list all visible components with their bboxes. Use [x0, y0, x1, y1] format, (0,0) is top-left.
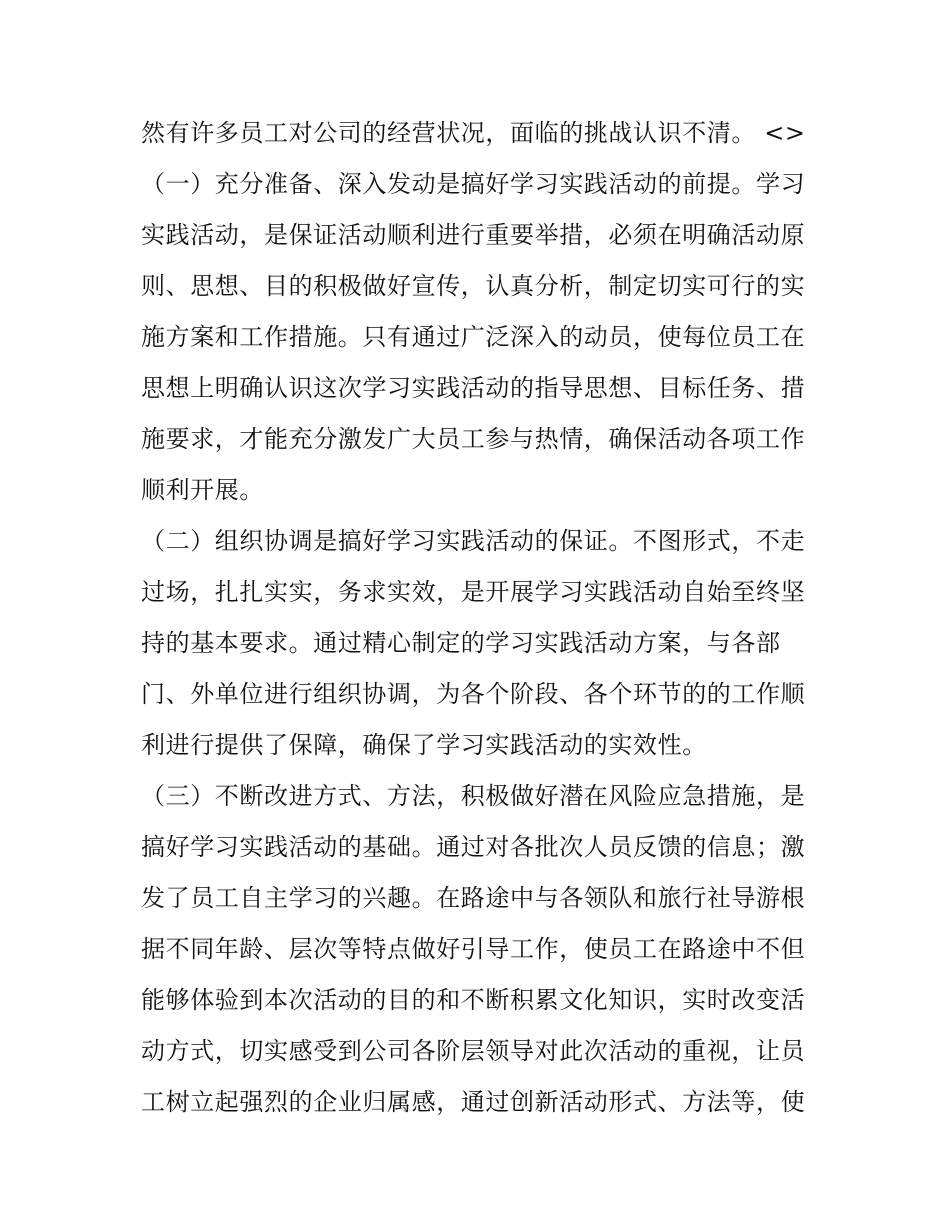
text-line: 据不同年龄、层次等特点做好引导工作，使员工在路途中不但	[141, 935, 806, 963]
text-line: （一）充分准备、深入发动是搞好学习实践活动的前提。学习	[141, 170, 806, 198]
text-line: 发了员工自主学习的兴趣。在路途中与各领队和旅行社导游根	[141, 884, 806, 912]
text-line: 则、思想、目的积极做好宣传，认真分析，制定切实可行的实	[141, 272, 806, 300]
text-line: 过场，扎扎实实，务求实效，是开展学习实践活动自始至终坚	[141, 578, 806, 606]
body-text	[141, 108, 821, 1128]
text-line: 搞好学习实践活动的基础。通过对各批次人员反馈的信息；激	[141, 833, 806, 861]
text-line: 施方案和工作措施。只有通过广泛深入的动员，使每位员工在	[141, 323, 806, 351]
text-line: 门、外单位进行组织协调，为各个阶段、各个环节的的工作顺	[141, 680, 806, 708]
text-line: 持的基本要求。通过精心制定的学习实践活动方案，与各部	[141, 629, 781, 657]
text-line: （二）组织协调是搞好学习实践活动的保证。不图形式，不走	[141, 527, 806, 555]
text-line: 动方式，切实感受到公司各阶层领导对此次活动的重视，让员	[141, 1037, 806, 1065]
text-line: 然有许多员工对公司的经营状况，面临的挑战认识不清。 <>	[141, 119, 806, 147]
text-line: （三）不断改进方式、方法，积极做好潜在风险应急措施，是	[141, 782, 806, 810]
text-line: 能够体验到本次活动的目的和不断积累文化知识，实时改变活	[141, 986, 806, 1014]
text-line: 工树立起强烈的企业归属感，通过创新活动形式、方法等，使	[141, 1088, 806, 1116]
text-line: 顺利开展。	[141, 476, 264, 504]
text-line: 利进行提供了保障，确保了学习实践活动的实效性。	[141, 731, 707, 759]
text-line: 思想上明确认识这次学习实践活动的指导思想、目标任务、措	[141, 374, 806, 402]
text-line: 实践活动，是保证活动顺利进行重要举措，必须在明确活动原	[141, 221, 806, 249]
text-line: 施要求，才能充分激发广大员工参与热情，确保活动各项工作	[141, 425, 806, 453]
